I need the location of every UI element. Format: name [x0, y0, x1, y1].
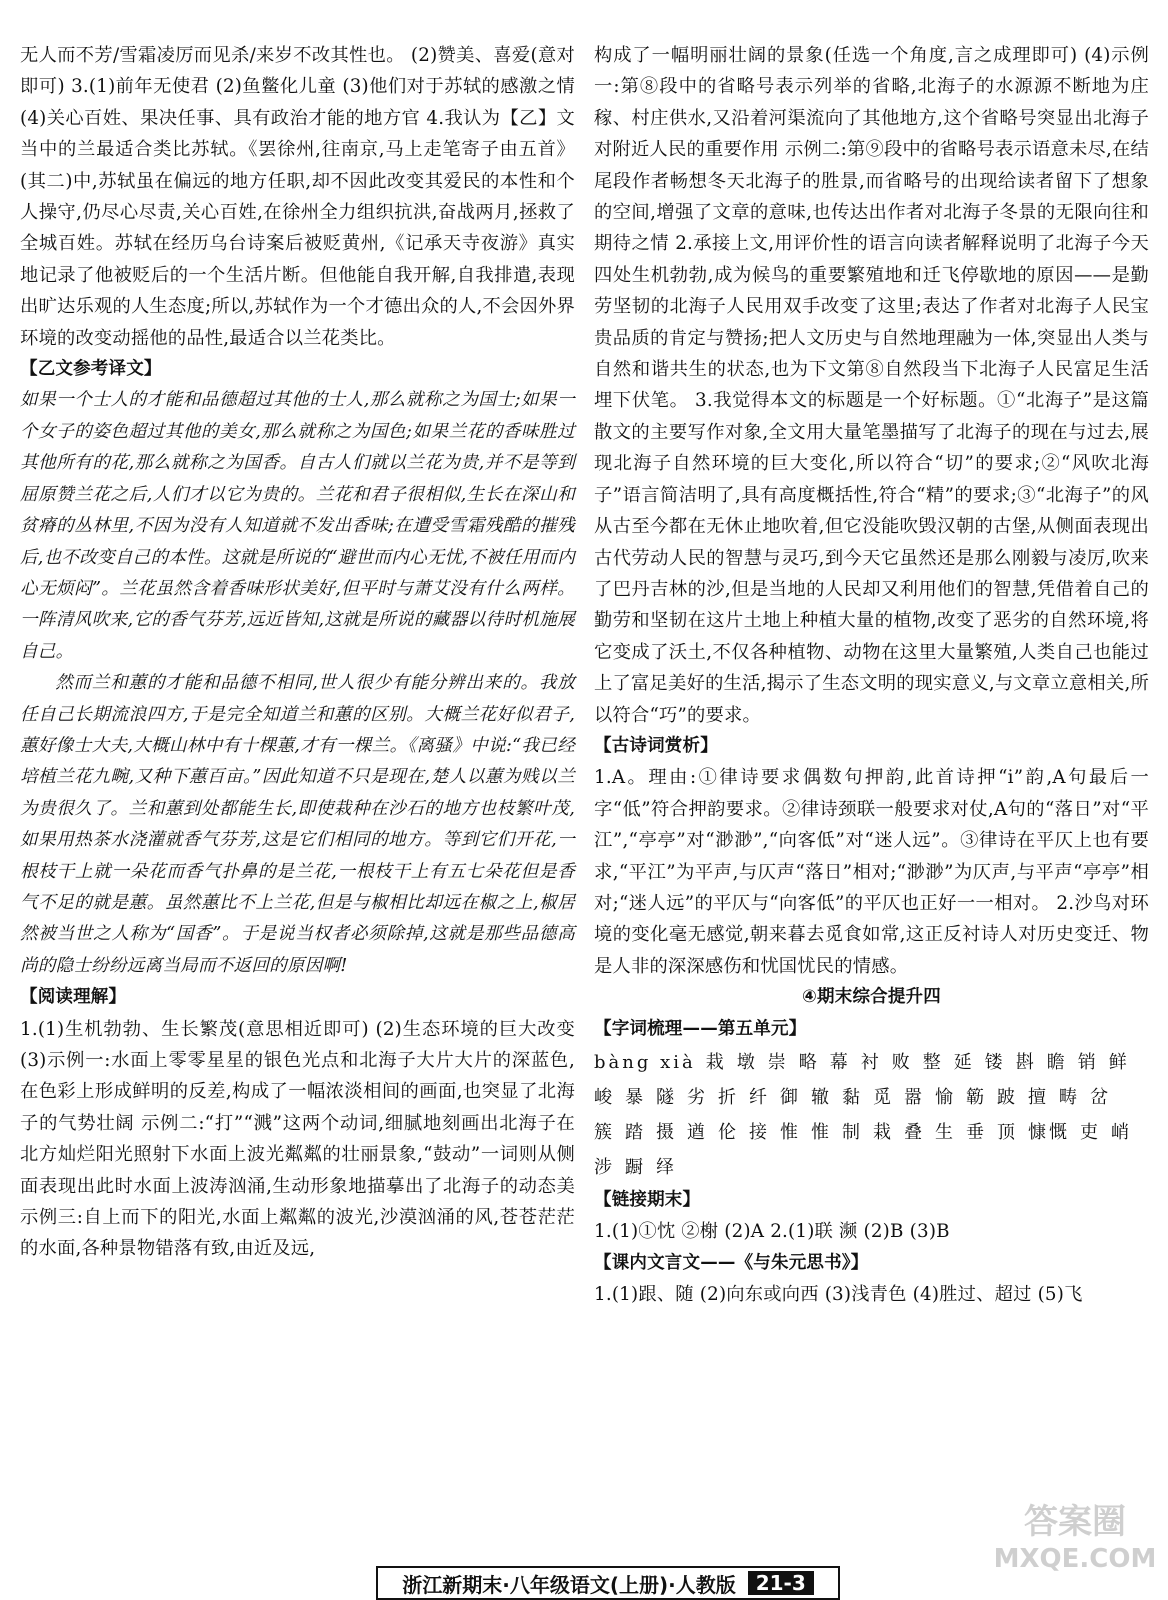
word-item: bàng xià: [594, 1052, 696, 1073]
section-heading-poem: 【古诗词赏析】: [594, 735, 718, 756]
word-item: 愉: [935, 1087, 956, 1108]
word-item: 延: [953, 1052, 975, 1073]
word-item: 畴: [1059, 1087, 1080, 1108]
word-item: 制: [842, 1122, 863, 1143]
word-item: 纤: [749, 1087, 770, 1108]
word-item: 遒: [687, 1122, 708, 1143]
word-item: 幕: [829, 1052, 851, 1073]
word-item: 斟: [1015, 1052, 1037, 1073]
word-item: 劣: [687, 1087, 708, 1108]
word-list: [594, 1045, 1149, 1185]
word-item: 接: [749, 1122, 770, 1143]
word-item: 黏: [842, 1087, 863, 1108]
word-item: 涉: [594, 1157, 615, 1178]
word-item: 簇: [594, 1122, 615, 1143]
word-item: 暴: [625, 1087, 646, 1108]
section-heading-reading: 【阅读理解】: [20, 987, 127, 1008]
page-footer: [376, 1566, 840, 1600]
word-item: 鲜: [1108, 1052, 1130, 1073]
word-item: 御: [780, 1087, 801, 1108]
word-item: 跛: [997, 1087, 1018, 1108]
word-item: 踏: [625, 1122, 646, 1143]
answer-paragraph: 1.(1)①忱 ②榭 (2)A 2.(1)联 濒 (2)B (3)B: [594, 1221, 950, 1243]
word-item: 峻: [594, 1087, 615, 1108]
right-column: [594, 40, 1149, 1311]
word-item: 崇: [767, 1052, 789, 1073]
word-item: 蹰: [625, 1157, 646, 1178]
word-item: 辙: [811, 1087, 832, 1108]
word-item: 伦: [718, 1122, 739, 1143]
word-item: 慷慨: [1028, 1122, 1070, 1143]
word-item: 隧: [656, 1087, 677, 1108]
word-item: 摄: [656, 1122, 677, 1143]
answer-paragraph: 无人而不芳/雪霜凌厉而见杀/来岁不改其性也。 (2)赞美、喜爱(意对即可) 3.(1)前年无使君 (2)鱼鳖化儿童 (3)他们对于苏轼的感激之情 (4)关心百姓、果决任事、具有政治才能的地方官 4.我认为【乙】文当中的兰最适合类比苏轼。《罢徐州,往南京,马上走笔寄子由五首》(其二)中,苏轼虽在偏远的地方任职,却不因此改变其爱民的本性和个人操守,仍尽心尽责,关心百姓,在徐州全力组织抗洪,奋战两月,拯救了全城百姓。苏轼在经历乌台诗案后被贬黄州,《记承天寺夜游》真实地记录了他被贬后的一个生活片断。但他能自我开解,自我排遣,表现出旷达乐观的人生态度;所以,苏轼作为一个才德出众的人,不会因外界环境的改变动摇他的品性,最适合以兰花类比。: [20, 45, 575, 349]
answer-paragraph: 1.A。理由:①律诗要求偶数句押韵,此首诗押“i”韵,A句最后一字“低”符合押韵要求。②律诗颈联一般要求对仗,A句的“落日”对“平江”,“亭亭”对“渺渺”,“向客低”对“迷人远”。③律诗在平仄上也有要求,“平江”为平声,与仄声“落日”相对;“渺渺”为仄声,与平声“亭亭”相对;“迷人远”的平仄与“向客低”的平仄也正好一一相对。 2.沙鸟对环境的变化毫无感觉,朝来暮去觅食如常,这正反衬诗人对历史变迁、物是人非的深深感伤和忧国忧民的情感。: [594, 767, 1149, 977]
word-item: 顶: [997, 1122, 1018, 1143]
unit-title: ④期末综合提升四: [802, 987, 941, 1008]
section-heading-link: 【链接期末】: [594, 1190, 701, 1210]
left-column: [20, 40, 575, 1265]
book-title: 浙江新期末·八年级语文(上册)·人教版: [402, 1572, 736, 1597]
word-item: 折: [718, 1087, 739, 1108]
watermark-text: 答案圈: [1024, 1502, 1126, 1542]
word-item: 栽: [873, 1122, 894, 1143]
translation-paragraph: 如果一个士人的才能和品德超过其他的士人,那么就称之为国士;如果一个女子的姿色超过其他的美女,那么就称之为国色;如果兰花的香味胜过其他所有的花,那么就称之为国香。自古人们就以兰花为贵,并不是等到屈原赞兰花之后,人们才以它为贵的。兰花和君子很相似,生长在深山和贫瘠的丛林里,不因为没有人知道就不发出香味;在遭受雪霜残酷的摧残后,也不改变自己的本性。这就是所说的“避世而内心无忧,不被任用而内心无烦闷”。兰花虽然含着香味形状美好,但平时与萧艾没有什么两样。一阵清风吹来,它的香气芬芳,远近皆知,这就是所说的藏器以待时机施展自己。: [20, 390, 575, 662]
word-item: 生: [935, 1122, 956, 1143]
word-item: 败: [891, 1052, 913, 1073]
word-item: 栽: [705, 1052, 727, 1073]
word-item: 惟: [811, 1122, 832, 1143]
word-item: 绎: [656, 1157, 677, 1178]
section-heading-words: 【字词梳理——第五单元】: [594, 1018, 807, 1039]
word-item: 惟: [780, 1122, 801, 1143]
word-item: 销: [1077, 1052, 1099, 1073]
word-item: 叠: [904, 1122, 925, 1143]
word-item: 衬: [860, 1052, 882, 1073]
word-item: 镂: [984, 1052, 1006, 1073]
section-heading-classic: 【课内文言文——《与朱元思书》】: [594, 1252, 869, 1273]
word-item: 擅: [1028, 1087, 1049, 1108]
watermark: [990, 1500, 1160, 1595]
word-item: 略: [798, 1052, 820, 1073]
word-item: 岔: [1090, 1087, 1111, 1108]
word-item: 整: [922, 1052, 944, 1073]
word-item: 簕: [966, 1087, 987, 1108]
answer-paragraph: 1.(1)跟、随 (2)向东或向西 (3)浅青色 (4)胜过、超过 (5)飞: [594, 1284, 1083, 1306]
word-item: 垂: [966, 1122, 987, 1143]
translation-paragraph: 然而兰和蕙的才能和品德不相同,世人很少有能分辨出来的。我放任自己长期流浪四方,于是完全知道兰和蕙的区别。大概兰花好似君子,蕙好像士大夫,大概山林中有十棵蕙,才有一棵兰。《离骚》中说:“我已经培植兰花九畹,又种下蕙百亩。”因此知道不只是现在,楚人以蕙为贱以兰为贵很久了。兰和蕙到处都能生长,即使栽种在沙石的地方也枝繁叶茂,如果用热茶水浇灌就香气芬芳,这是它们相同的地方。等到它们开花,一根枝干上就一朵花而香气扑鼻的是兰花,一根枝干上有五七朵花但是香气不足的就是蕙。虽然蕙比不上兰花,但是与椒相比却远在椒之上,椒居然被当世之人称为“国香”。于是说当权者必须除掉,这就是那些品德高尚的隐士纷纷远离当局而不返回的原因啊!: [20, 673, 575, 976]
section-heading-translation: 【乙文参考译文】: [20, 359, 162, 380]
answer-paragraph: 构成了一幅明丽壮阔的景象(任选一个角度,言之成理即可) (4)示例一:第⑧段中的省略号表示列举的省略,北海子的水源源不断地为庄稼、村庄供水,又沿着河渠流向了其他地方,这个省略号突显出北海子对附近人民的重要作用 示例二:第⑨段中的省略号表示语意未尽,在结尾段作者畅想冬天北海子的胜景,而省略号的出现给读者留下了想象的空间,增强了文章的意味,也传达出作者对北海子冬景的无限向往和期待之情 2.承接上文,用评价性的语言向读者解释说明了北海子今天四处生机勃勃,成为候鸟的重要繁殖地和迁飞停歇地的原因——是勤劳坚韧的北海子人民用双手改变了这里;表达了作者对北海子人民宝贵品质的肯定与赞扬;把人文历史与自然地理融为一体,突显出人类与自然和谐共生的状态,也为下文第⑧自然段当下北海子人民富足生活埋下伏笔。 3.我觉得本文的标题是一个好标题。①“北海子”是这篇散文的主要写作对象,全文用大量笔墨描写了北海子的现在与过去,展现北海子自然环境的巨大变化,所以符合“切”的要求;②“风吹北海子”语言简洁明了,具有高度概括性,符合“精”的要求;③“北海子”的风从古至今都在无休止地吹着,但它没能吹毁汉朝的古堡,从侧面表现出古代劳动人民的智慧与灵巧,到今天它虽然还是那么刚毅与凌厉,吹来了巴丹吉林的沙,但是当地的人民却又利用他们的智慧,凭借着自己的勤劳和坚韧在这片土地上种植大量的植物,改变了恶劣的自然环境,将它变成了沃土,不仅各种植物、动物在这里大量繁殖,人类自己也能过上了富足美好的生活,揭示了生态文明的现实意义,与文章立意相关,所以符合“巧”的要求。: [594, 45, 1149, 726]
page-number: 21-3: [748, 1571, 814, 1595]
answer-paragraph: 1.(1)生机勃勃、生长繁茂(意思相近即可) (2)生态环境的巨大改变 (3)示例一:水面上零零星星的银色光点和北海子大片大片的深蓝色,在色彩上形成鲜明的反差,构成了一幅浓淡相间的画面,也突显了北海子的气势壮阔 示例二:“打”“溅”这两个动词,细腻地刻画出北海子在北方灿烂阳光照射下水面上波光粼粼的壮丽景象,“鼓动”一词则从侧面表现出此时水面上波涛汹涌,生动形象地描摹出了北海子的动态美 示例三:自上而下的阳光,水面上粼粼的波光,沙漠汹涌的风,苍苍茫茫的水面,各种景物错落有致,由近及远,: [20, 1018, 575, 1260]
word-item: 吏: [1080, 1122, 1101, 1143]
word-item: 峭: [1111, 1122, 1132, 1143]
word-item: 墩: [736, 1052, 758, 1073]
word-item: 觅: [873, 1087, 894, 1108]
word-item: 瞻: [1046, 1052, 1068, 1073]
word-item: 嚣: [904, 1087, 925, 1108]
watermark-url: MXQE.COM: [993, 1544, 1157, 1574]
